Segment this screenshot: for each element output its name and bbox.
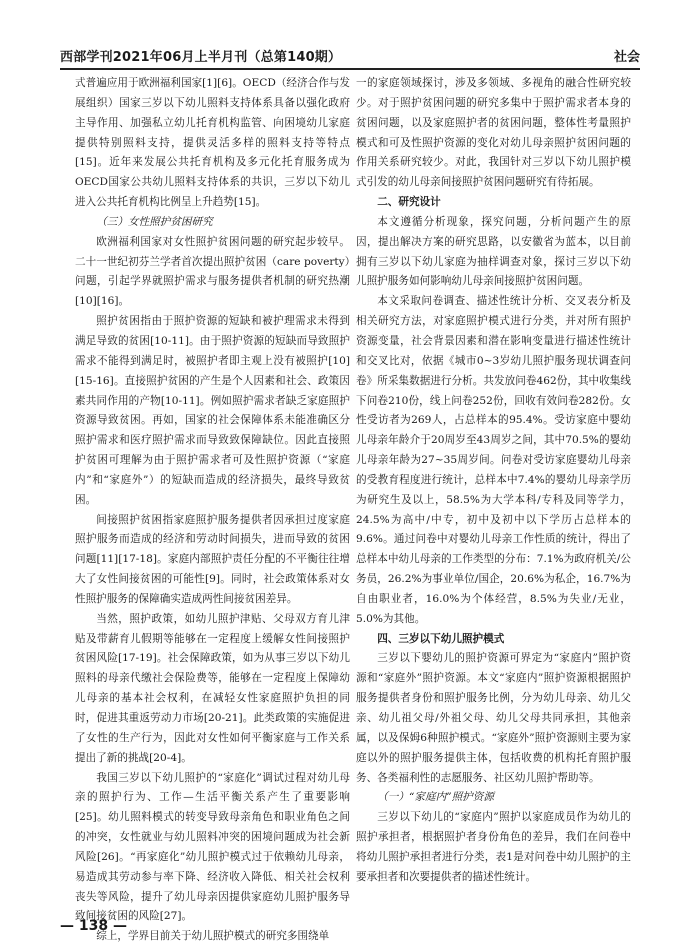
- section-label: 社会: [613, 50, 640, 65]
- left-paragraph: 间接照护贫困指家庭照护服务提供者因承担过度家庭照护服务而造成的经济和劳动时间损失，进而导致的贫困问题[11][17-18]。家庭内部照护责任分配的不平衡往往增大了女性间接贫困的可能性[9]。同时，社会政策体系对女性照护服务的保障确实造成两性间接贫困差异。: [75, 513, 350, 605]
- right-paragraph: 三岁以下婴幼儿的照护资源可界定为“家庭内”照护资源和“家庭外”照护资源。本文“家庭内”照护资源根据照护服务提供者身份和照护服务比例，分为幼儿母亲、幼儿父亲、幼儿祖父母/外祖父母、幼儿父母共同承担，其他亲属，以及保姆6种照护模式。“家庭外”照护资源则主要为家庭以外的照护服务提供主体，包括收费的机构托育照护服务、各类福利性的志愿服务、社区幼儿照护帮助等。: [356, 652, 631, 784]
- right-paragraph: 三岁以下幼儿的“家庭内”照护以家庭成员作为幼儿的照护承担者，根据照护者身份角色的差异，我们在问卷中将幼儿照护承担者进行分类，表1是对问卷中幼儿照护的主要承担者和次要提供者的描述性统计。: [356, 811, 631, 883]
- page-number: — 138 —: [60, 918, 127, 934]
- left-paragraph: 照护贫困指由于照护资源的短缺和被护理需求未得到满足导致的贫困[10-11]。由于照护资源的短缺而导致照护需求不能得到满足时，被照护者即主观上没有被照护[10][15-16]。直接照护贫困的产生是个人因素和社会、政策因素共同作用的产物[10-11]。例如照护需求者缺乏家庭照护资源导致贫困。再如，国家的社会保障体系未能准确区分照护需求和医疗照护需求而导致致保障缺位。因此直接照护贫困可理解为由于照护需求者可及性照护资源（“家庭内”和“家庭外”）的短缺而造成的经济损失，最终导致贫困。: [75, 315, 350, 506]
- right-paragraph: 本文遵循分析现象，探究问题，分析问题产生的原因，提出解决方案的研究思路，以安徽省为蓝本，以目前拥有三岁以下幼儿家庭为抽样调查对象，探讨三岁以下幼儿照护服务如何影响幼儿母亲间接照护贫困问题。: [356, 215, 631, 288]
- journal-title: 西部学刊2021年06月上半月刊（总第140期）: [60, 50, 342, 65]
- left-heading: （三）女性照护贫困研究: [96, 215, 213, 228]
- left-paragraph: 综上，学界目前关于幼儿照护模式的研究多围绕单: [96, 930, 330, 943]
- right-heading: （一）“家庭内”照护资源: [377, 791, 494, 804]
- left-paragraph: 当然，照护政策，如幼儿照护津贴、父母双方育儿津贴及带薪育儿假期等能够在一定程度上缓解女性间接照护贫困风险[17-19]。社会保障政策，如为从事三岁以下幼儿照料的母亲代缴社会保险费等，能够在一定程度上保障幼儿母亲的基本社会权利，在减轻女性家庭照护负担的同时，促进其重返劳动力市场[20-21]。此类政策的实施促进了女性的生产行为，因此对女性如何平衡家庭与工作关系提出了新的挑战[20-4]。: [75, 612, 350, 764]
- page-header: [60, 38, 640, 70]
- right-heading: 四、三岁以下幼儿照护模式: [377, 632, 505, 645]
- right-column: [356, 74, 631, 906]
- right-paragraph: 本文采取问卷调查、描述性统计分析、交叉表分析及相关研究方法，对家庭照护模式进行分类，并对所有照护资源变量，社会背景因素和潜在影响变量进行描述性统计和交叉比对，依据《城市0~3岁幼儿照护服务现状调查问卷》所采集数据进行分析。共发放问卷462份，其中收集线下问卷210份，线上问卷252份，回收有效问卷282份。女性受访者为269人，占总样本的95.4%。受访家庭中婴幼儿母亲年龄介于20周岁至43周岁之间，其中70.5%的婴幼儿母亲年龄为27~35周岁间。问卷对受访家庭婴幼儿母亲的受教育程度进行统计，总样本中7.4%的婴幼儿母亲学历为研究生及以上，58.5%为大学本科/专科及同等学力，24.5%为高中/中专，初中及初中以下学历占总样本的9.6%。通过问卷中对婴幼儿母亲工作性质的统计，得出了总样本中幼儿母亲的工作类型的分布：7.1%为政府机关/公务员，26.2%为事业单位/国企，20.6%为私企，16.7%为自由职业者，16.0%为个体经营，8.5%为失业/无业，5.0%为其他。: [356, 295, 631, 625]
- left-paragraph: 我国三岁以下幼儿照护的“家庭化”调试过程对幼儿母亲的照护行为、工作—生活平衡关系产生了重要影响[25]。幼儿照料模式的转变导致母亲角色和职业角色之间的冲突，女性就业与幼儿照料冲突的困境问题成为社会新风险[26]。“再家庭化”幼儿照护模式过于依赖幼儿母亲，易造成其劳动参与率下降、经济收入降低、相关社会权利丧失等风险，提升了幼儿母亲因提供家庭幼儿照护服务导致间接贫困的风险[27]。: [75, 771, 350, 923]
- left-paragraph: 式普遍应用于欧洲福利国家[1][6]。OECD（经济合作与发展组织）国家三岁以下幼儿照料支持体系具备以强化政府主导作用、加强私立幼儿托育机构监管、向困境幼儿家庭提供特别照料支持，提供灵活多样的照料支持等特点[15]。近年来发展公共托育机构及多元化托育服务成为OECD国家公共幼儿照料支持体系的共识，三岁以下幼儿进入公共托育机构比例呈上升趋势[15]。: [75, 77, 350, 209]
- left-paragraph: 欧洲福利国家对女性照护贫困问题的研究起步较早。二十一世纪初芬兰学者首次提出照护贫困（care poverty）问题，引起学界就照护需求与服务提供者机制的研究热潮[10][16]。: [75, 235, 350, 308]
- right-heading: 二、研究设计: [377, 196, 441, 209]
- right-paragraph: 一的家庭领域探讨，涉及多领域、多视角的融合性研究较少。对于照护贫困问题的研究多集中于照护需求者本身的贫困问题，以及家庭照护者的贫困问题，整体性考量照护模式和可及性照护资源的变化对幼儿母亲照护贫困问题的作用关系研究较少。对此，我国针对三岁以下幼儿照护模式引发的幼儿母亲间接照护贫困问题研究有待拓展。: [356, 77, 631, 189]
